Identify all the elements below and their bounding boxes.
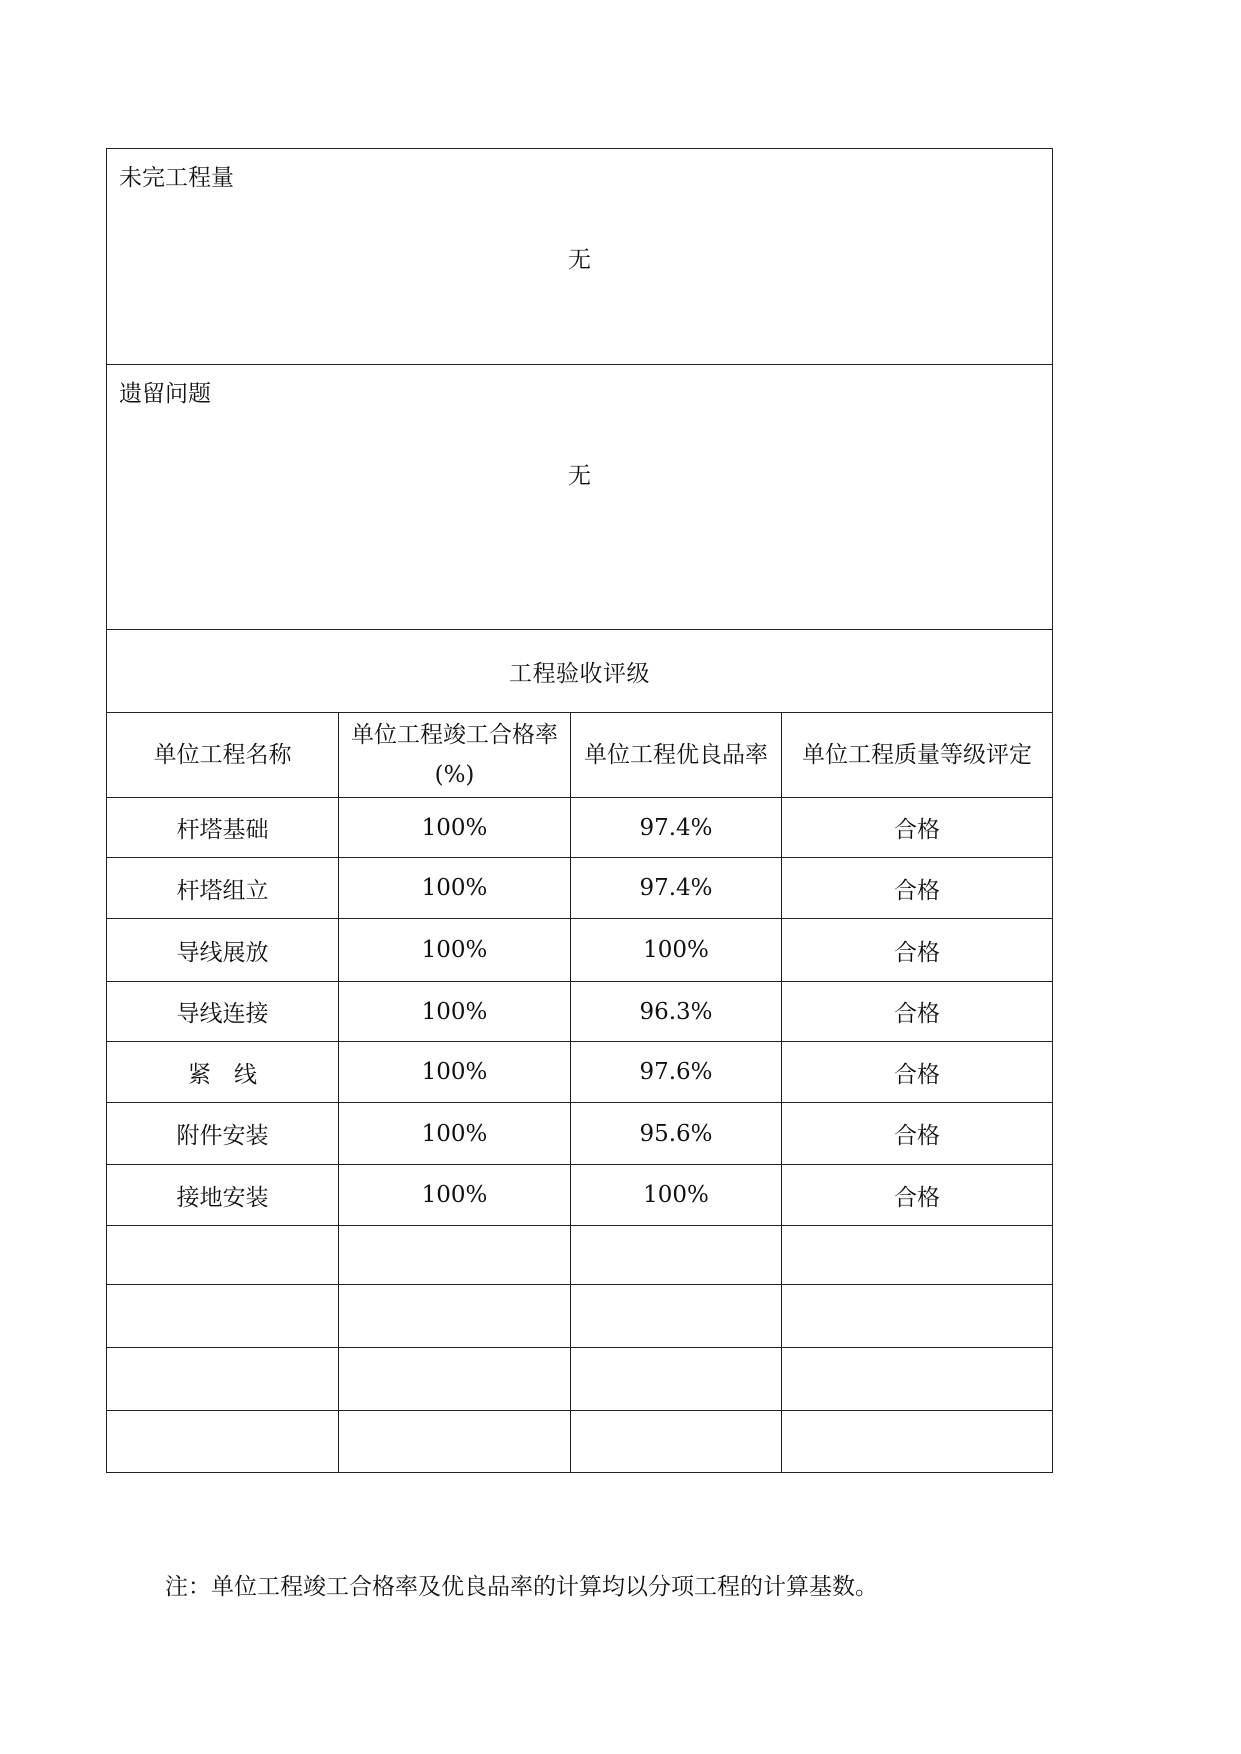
remaining-issues-cell <box>107 365 1053 630</box>
footnote: 注：单位工程竣工合格率及优良品率的计算均以分项工程的计算基数。 <box>165 1574 878 1600</box>
quality-grade-cell <box>782 1226 1053 1285</box>
table-row <box>107 1348 1053 1411</box>
unfinished-work-value: 无 <box>568 247 591 273</box>
unfinished-work-cell <box>107 149 1053 365</box>
quality-grade-cell: 合格 <box>782 1103 1053 1165</box>
quality-grade-cell: 合格 <box>782 919 1053 982</box>
evaluation-header-row <box>107 713 1053 798</box>
excellent-rate-cell <box>571 1285 782 1348</box>
excellent-rate-cell: 96.3% <box>571 982 782 1042</box>
excellent-rate-cell: 97.6% <box>571 1042 782 1103</box>
pass-rate-cell <box>339 1411 571 1473</box>
unit-name-cell <box>107 1348 339 1411</box>
excellent-rate-cell: 100% <box>571 919 782 982</box>
table-row <box>107 1411 1053 1473</box>
pass-rate-cell: 100% <box>339 858 571 919</box>
evaluation-title: 工程验收评级 <box>107 630 1053 713</box>
header-pass-rate: 单位工程竣工合格率(%) <box>339 713 571 798</box>
unit-name-cell: 紧 线 <box>107 1042 339 1103</box>
acceptance-form-table <box>106 148 1053 1473</box>
header-quality-grade: 单位工程质量等级评定 <box>782 713 1053 798</box>
unit-name-cell: 接地安装 <box>107 1165 339 1226</box>
excellent-rate-cell <box>571 1348 782 1411</box>
unit-name-cell <box>107 1226 339 1285</box>
quality-grade-cell: 合格 <box>782 798 1053 858</box>
quality-grade-cell <box>782 1348 1053 1411</box>
unit-name-cell <box>107 1285 339 1348</box>
table-row <box>107 858 1053 919</box>
table-row <box>107 1285 1053 1348</box>
table-row <box>107 982 1053 1042</box>
excellent-rate-cell: 100% <box>571 1165 782 1226</box>
excellent-rate-cell: 95.6% <box>571 1103 782 1165</box>
header-excellent-rate: 单位工程优良品率 <box>571 713 782 798</box>
pass-rate-cell: 100% <box>339 1103 571 1165</box>
remaining-issues-label: 遗留问题 <box>119 381 211 407</box>
quality-grade-cell <box>782 1411 1053 1473</box>
table-row <box>107 1165 1053 1226</box>
remaining-issues-value: 无 <box>568 463 591 489</box>
unit-name-cell: 附件安装 <box>107 1103 339 1165</box>
unit-name-cell: 杆塔组立 <box>107 858 339 919</box>
pass-rate-cell: 100% <box>339 982 571 1042</box>
unit-name-cell <box>107 1411 339 1473</box>
quality-grade-cell: 合格 <box>782 858 1053 919</box>
table-row <box>107 1042 1053 1103</box>
excellent-rate-cell <box>571 1411 782 1473</box>
table-row <box>107 1103 1053 1165</box>
quality-grade-cell: 合格 <box>782 1042 1053 1103</box>
pass-rate-cell: 100% <box>339 919 571 982</box>
pass-rate-cell <box>339 1285 571 1348</box>
quality-grade-cell: 合格 <box>782 982 1053 1042</box>
quality-grade-cell <box>782 1285 1053 1348</box>
unit-name-cell: 杆塔基础 <box>107 798 339 858</box>
table-row <box>107 919 1053 982</box>
pass-rate-cell <box>339 1348 571 1411</box>
quality-grade-cell: 合格 <box>782 1165 1053 1226</box>
pass-rate-cell: 100% <box>339 1042 571 1103</box>
unit-name-cell: 导线展放 <box>107 919 339 982</box>
pass-rate-cell <box>339 1226 571 1285</box>
excellent-rate-cell: 97.4% <box>571 858 782 919</box>
table-row <box>107 1226 1053 1285</box>
excellent-rate-cell: 97.4% <box>571 798 782 858</box>
pass-rate-cell: 100% <box>339 1165 571 1226</box>
pass-rate-cell: 100% <box>339 798 571 858</box>
excellent-rate-cell <box>571 1226 782 1285</box>
header-unit-name: 单位工程名称 <box>107 713 339 798</box>
unfinished-work-label: 未完工程量 <box>119 165 234 191</box>
unit-name-cell: 导线连接 <box>107 982 339 1042</box>
table-row <box>107 798 1053 858</box>
